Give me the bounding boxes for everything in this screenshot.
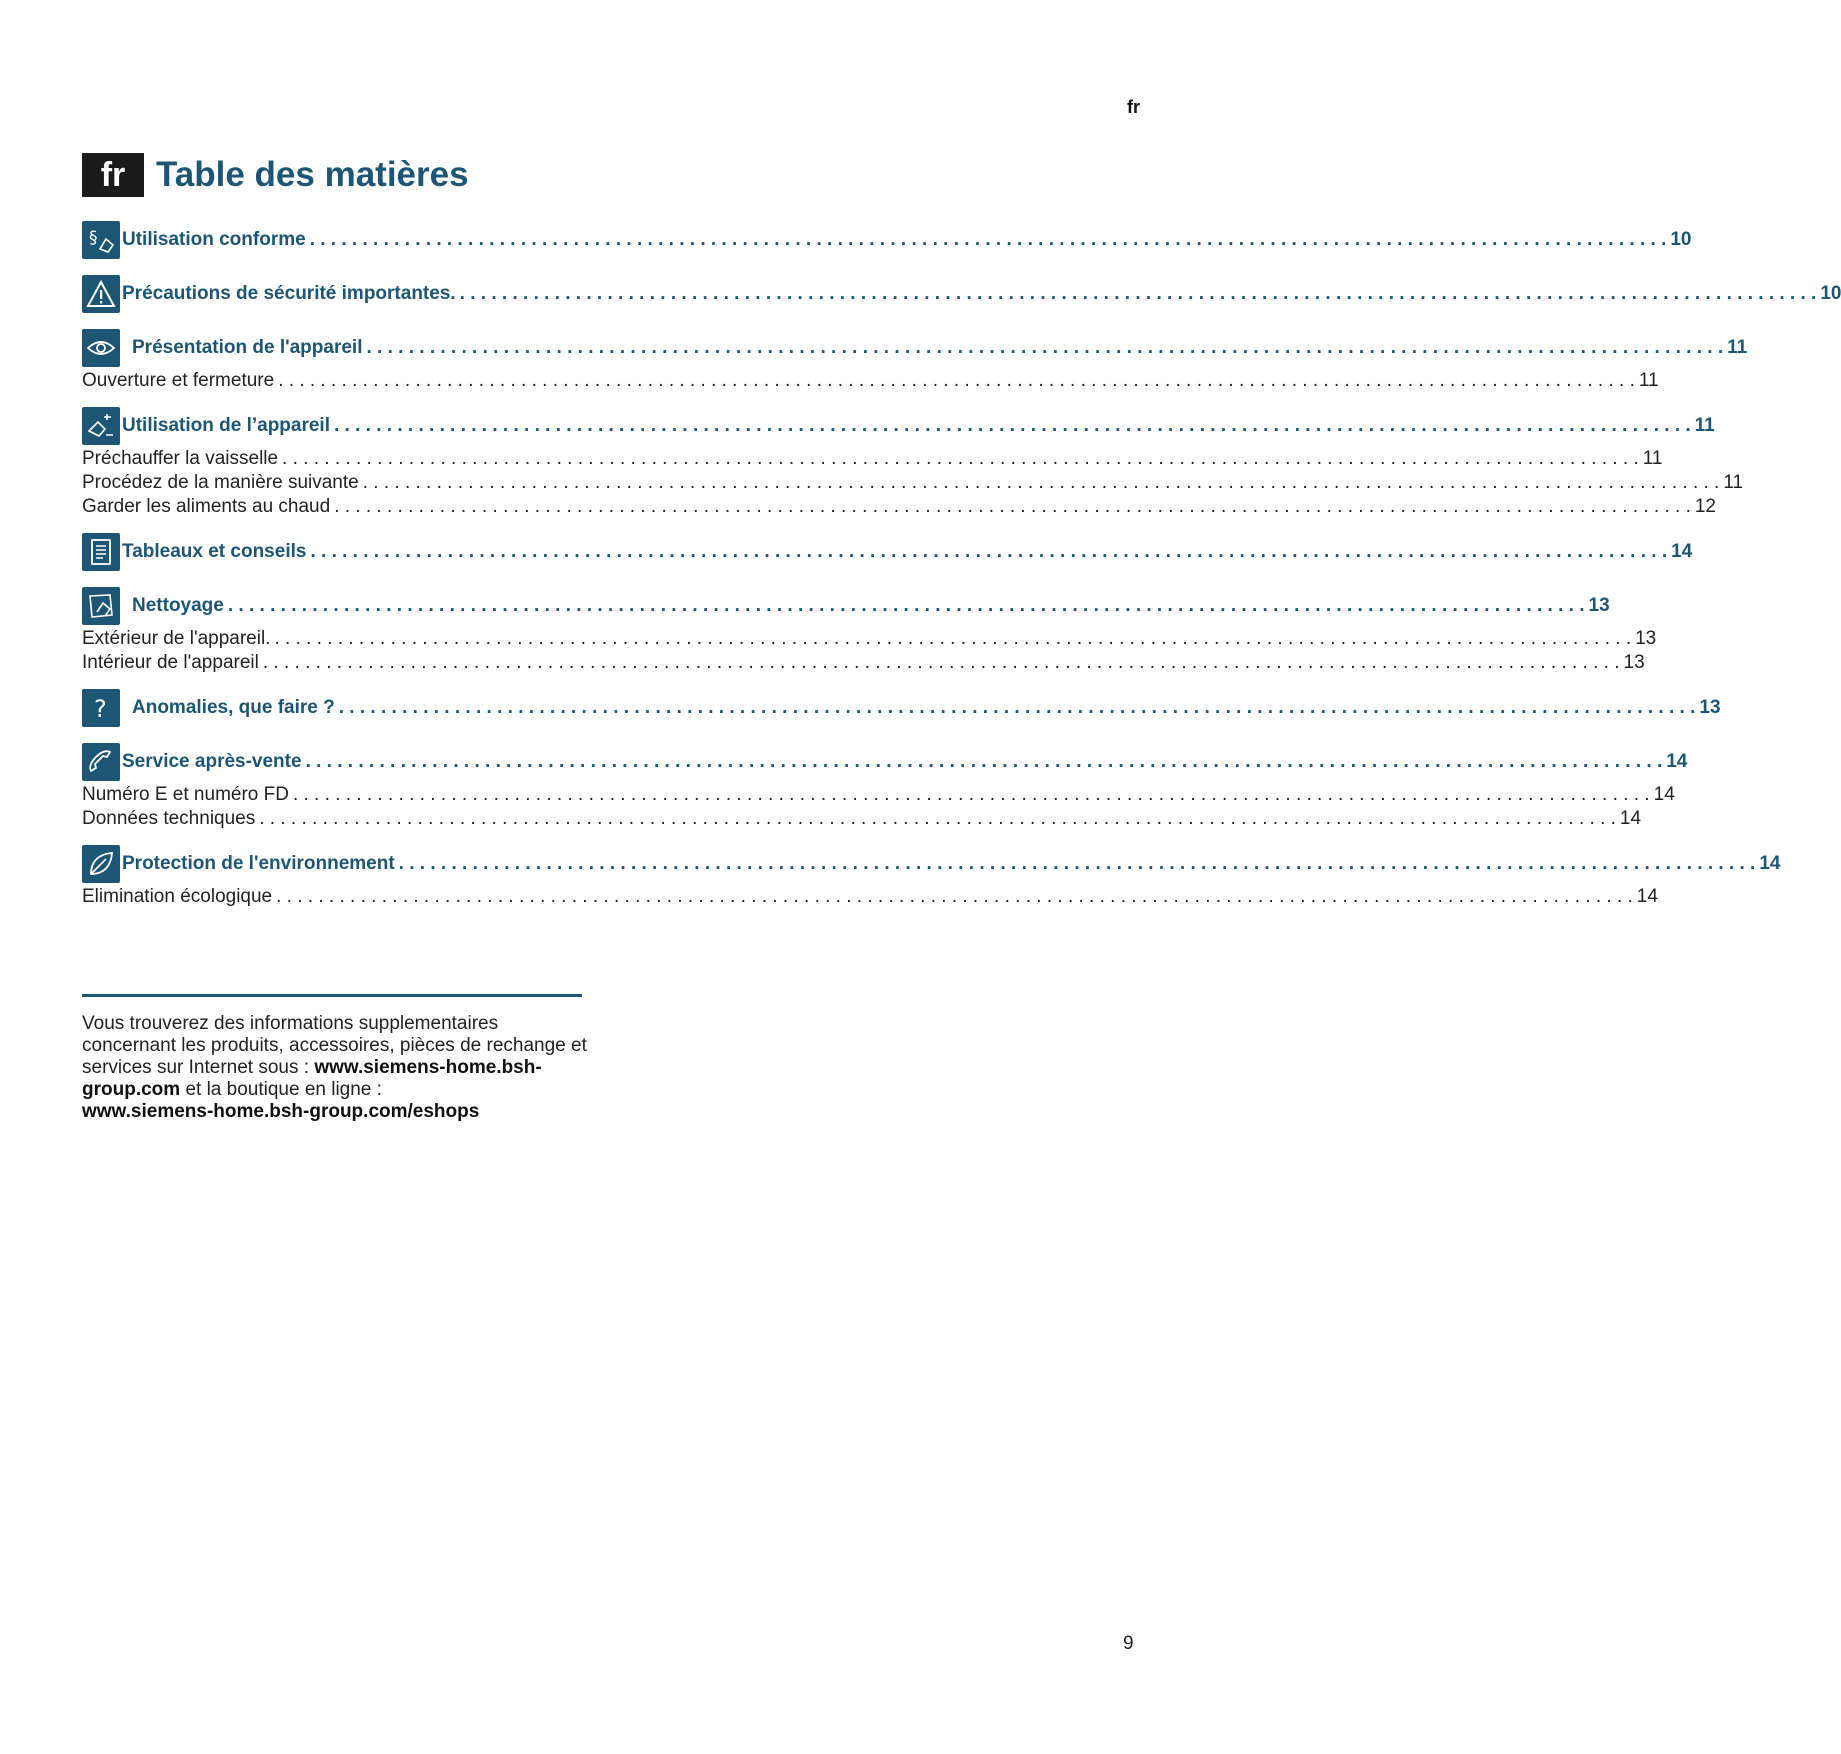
toc-section-title: Présentation de l'appareil xyxy=(132,337,363,358)
dot-leader xyxy=(278,370,1635,392)
toc-section-title: Anomalies, que faire ? xyxy=(132,697,335,718)
toc-page-number: 14 xyxy=(1671,541,1693,562)
dot-leader xyxy=(276,886,1633,908)
toc-subentry-title: Garder les aliments au chaud xyxy=(82,496,331,517)
title-row xyxy=(82,153,469,197)
toc-section xyxy=(82,740,1688,832)
phone-handset-icon xyxy=(82,743,120,781)
toc-subentry[interactable] xyxy=(82,448,1663,472)
toc-subentry-page: 14 xyxy=(1619,808,1642,829)
language-badge: fr xyxy=(82,153,144,197)
toc-section-heading[interactable] xyxy=(82,686,1721,730)
dot-leader xyxy=(310,541,1667,563)
toc-subentry-title: Préchauffer la vaisselle xyxy=(82,448,279,469)
toc-section-heading[interactable] xyxy=(82,218,1692,262)
toc-page-number: 10 xyxy=(1820,283,1841,304)
toc-section-title: Protection de l'environnement xyxy=(122,853,395,874)
toc-page-number: 13 xyxy=(1699,697,1721,718)
hand-operation-icon xyxy=(82,407,120,445)
dot-leader xyxy=(263,652,1620,674)
dot-leader xyxy=(399,853,1756,875)
dot-leader xyxy=(334,496,1691,518)
toc-subentry-page: 14 xyxy=(1636,886,1658,907)
info-paragraph xyxy=(82,1013,592,1123)
toc-section-heading[interactable] xyxy=(82,530,1693,574)
question-mark-icon xyxy=(82,689,120,727)
toc-subentry-page: 11 xyxy=(1638,370,1659,391)
toc-section-heading[interactable] xyxy=(82,326,1748,370)
toc-section-heading[interactable] xyxy=(82,404,1715,448)
toc-section xyxy=(82,218,1692,262)
toc-subentry-page: 11 xyxy=(1642,448,1663,469)
divider xyxy=(82,994,582,997)
toc-section xyxy=(82,584,1657,676)
document-list-icon xyxy=(82,533,120,571)
toc-subentry-page: 13 xyxy=(1635,628,1657,649)
toc-page-number: 14 xyxy=(1759,853,1781,874)
eye-icon xyxy=(82,329,120,367)
dot-leader xyxy=(282,448,1639,470)
toc-page-number: 11 xyxy=(1727,337,1748,358)
toc-subentry[interactable] xyxy=(82,496,1716,520)
toc-subentry-title: Intérieur de l'appareil xyxy=(82,652,259,673)
toc-section-heading[interactable] xyxy=(82,740,1688,784)
info-text-1: Vous trouverez des informations supplementaires concernant les produits, accessoires, pièces de rechange et services sur Internet sous : xyxy=(82,1013,587,1078)
toc-section-heading[interactable] xyxy=(82,584,1610,628)
table-of-contents xyxy=(82,218,1841,920)
dot-leader xyxy=(310,229,1667,251)
toc-section xyxy=(82,404,1744,520)
toc-subentry[interactable] xyxy=(82,652,1645,676)
website-link[interactable]: www.siemens-home.bsh-group.com xyxy=(82,1057,542,1100)
toc-section xyxy=(82,530,1693,574)
dot-leader xyxy=(293,784,1650,806)
toc-subentry-title: Numéro E et numéro FD xyxy=(82,784,289,805)
toc-section-title: Utilisation conforme xyxy=(122,229,306,250)
toc-subentry-title: Données techniques xyxy=(82,808,256,829)
toc-subentry-page: 12 xyxy=(1694,496,1716,517)
toc-subentry-page: 14 xyxy=(1653,784,1675,805)
paragraph-hand-icon xyxy=(82,221,120,259)
toc-page-number: 13 xyxy=(1588,595,1610,616)
page-title: Table des matières xyxy=(156,155,469,194)
cleaning-hand-icon xyxy=(82,587,120,625)
toc-subentry-title: Elimination écologique xyxy=(82,886,273,907)
toc-subentry[interactable] xyxy=(82,784,1675,808)
dot-leader xyxy=(274,628,1631,650)
toc-subentry[interactable] xyxy=(82,628,1657,652)
toc-section-heading[interactable] xyxy=(82,272,1841,316)
toc-subentry[interactable] xyxy=(82,370,1659,394)
dot-leader xyxy=(460,283,1817,305)
toc-subentry[interactable] xyxy=(82,808,1642,832)
toc-section xyxy=(82,326,1748,394)
toc-section xyxy=(82,842,1781,910)
leaf-recycle-icon xyxy=(82,845,120,883)
info-text-2: et la boutique en ligne : xyxy=(180,1079,382,1100)
toc-page-number: 14 xyxy=(1666,751,1688,772)
dot-leader xyxy=(228,595,1585,617)
dot-leader xyxy=(334,415,1691,437)
dot-leader xyxy=(339,697,1696,719)
toc-section-title: Précautions de sécurité importantes. xyxy=(122,283,456,304)
toc-subentry-title: Ouverture et fermeture xyxy=(82,370,275,391)
toc-subentry-page: 13 xyxy=(1623,652,1645,673)
dot-leader xyxy=(363,472,1720,494)
toc-section-heading[interactable] xyxy=(82,842,1781,886)
toc-section-title: Service après-vente xyxy=(122,751,302,772)
dot-leader xyxy=(259,808,1616,830)
toc-page-number: 10 xyxy=(1670,229,1692,250)
dot-leader xyxy=(366,337,1723,359)
svg-text:§: § xyxy=(89,228,98,248)
toc-section-title: Tableaux et conseils xyxy=(122,541,307,562)
toc-section-title: Nettoyage xyxy=(132,595,224,616)
toc-page-number: 11 xyxy=(1694,415,1715,436)
eshop-link[interactable]: www.siemens-home.bsh-group.com/eshops xyxy=(82,1101,480,1122)
toc-subentry[interactable] xyxy=(82,886,1658,910)
warning-triangle-icon xyxy=(82,275,120,313)
toc-subentry[interactable] xyxy=(82,472,1744,496)
svg-text:?: ? xyxy=(94,695,107,723)
toc-subentry-page: 11 xyxy=(1723,472,1744,493)
language-code: fr xyxy=(1127,97,1140,117)
toc-section xyxy=(82,686,1721,730)
toc-subentry-title: Procédez de la manière suivante xyxy=(82,472,359,493)
toc-subentry-title: Extérieur de l'appareil. xyxy=(82,628,271,649)
toc-section-title: Utilisation de l’appareil xyxy=(122,415,330,436)
toc-section xyxy=(82,272,1841,316)
dot-leader xyxy=(306,751,1663,773)
page-number: 9 xyxy=(1123,1633,1134,1654)
